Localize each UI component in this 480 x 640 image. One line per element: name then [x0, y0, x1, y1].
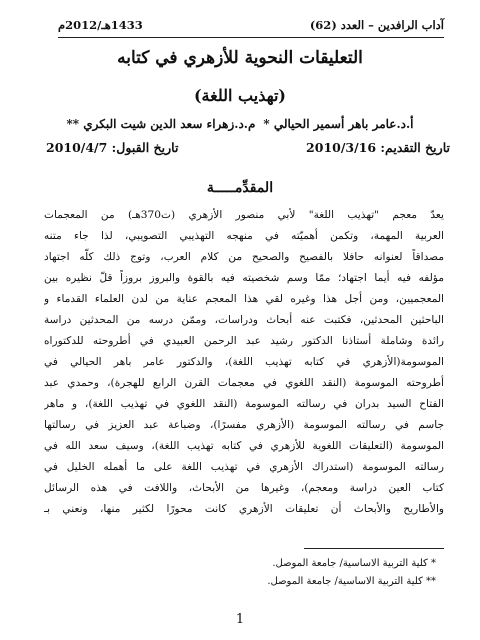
footnotes	[40, 555, 436, 591]
body-line: والأطاريح والأبحاث أن تعليقات الأزهري كانت محورًا لكثير منها، ونعني بـ	[44, 503, 444, 515]
author-first: أ.د.عامر باهر أسمير الحيالي *	[263, 117, 414, 131]
footnote-item: ** كلية التربية الاساسية/ جامعة الموصل.	[267, 576, 436, 587]
author-line	[40, 117, 440, 131]
page-number: 1	[235, 612, 245, 627]
body-line: أطروحته الموسومة (النقد اللغوي في معجمات القرن الرابع للهجرة)، وحمدي عبد	[44, 377, 444, 389]
body-line: الباحثين المحدثين، فكتبت عنه أبحاث ودراسات، وممّن درسه من المحدثين دراسة	[44, 314, 444, 326]
body-line: جاسم في رسالته الموسومة (الأزهري مفسرًا)، وضباعة عبد العزيز في رسالتها	[44, 419, 444, 431]
acceptance-date: تاريخ القبول: 2010/4/7	[46, 140, 179, 155]
journal-issue: آداب الرافدين – العدد (62)	[309, 18, 444, 32]
body-line: رسالته الموسومة (استدراك الأزهري في تهذيب اللغة على ما أهمله الخليل في	[44, 461, 444, 473]
paper-subtitle: (تهذيب اللغة)	[193, 86, 286, 105]
dates-line	[46, 140, 450, 155]
body-line: المعجميين، ومن أجل هذا وغيره لقي هذا المعجم عناية من لدن العلماء القدماء و	[44, 293, 444, 305]
body-line: العربية المهمة، وتكمن أهميّته في منهجه التهذيبي التصويبي، لذا جاء متنه	[44, 230, 444, 242]
header-divider	[58, 37, 444, 38]
author-second: م.د.زهراء سعد الدين شيت البكري **	[66, 117, 256, 131]
body-line: مؤلفه فيه أيما اجتهاد؛ ممّا وسم شخصيته فيه بالقوة والبروز بروزاً قلّ نظيره بين	[44, 272, 444, 284]
submission-date: تاريخ التقديم: 2010/3/16	[306, 140, 450, 155]
body-line: رائدة وشاملة أستاذنا الدكتور رشيد عبد الرحمن العبيدي في أطروحته للدكتوراه	[44, 335, 444, 347]
section-heading: المقدِّمـــــة	[206, 180, 274, 196]
body-line: كتاب العين دراسة ومعجم)، وغيرها من الأبحاث، واللافت في هذه الرسائل	[44, 482, 444, 494]
body-paragraph	[44, 205, 444, 520]
paper-title: التعليقات النحوية للأزهري في كتابه	[117, 48, 363, 68]
body-line: الموسومة (التعليقات اللغوية للأزهري في كتابه تهذيب اللغة)، وسيف سعد الله في	[44, 440, 444, 452]
footnote-divider	[304, 548, 444, 549]
issue-date: 1433هـ/2012م	[58, 18, 143, 32]
running-header	[58, 18, 444, 32]
body-line: الموسومة(الأزهري في كتابه تهذيب اللغة)، والدكتور عامر باهر الحيالي في	[44, 356, 444, 368]
footnote-item: * كلية التربية الاساسية/ جامعة الموصل.	[272, 558, 436, 569]
body-line: الفتاح السيد بدران في رسالته الموسومة (النقد اللغوي في تهذيب اللغة)، و ماهر	[44, 398, 444, 410]
body-line: يعدّ معجم "تهذيب اللغة" لأبي منصور الأزهري (ت370هـ) من المعجمات	[44, 209, 444, 221]
body-line: مصداقاً لعنوانه حافلا بالفصيح والصحيح من كلام العرب، وتوج ذلك كلّه اجتهاد	[44, 251, 444, 263]
